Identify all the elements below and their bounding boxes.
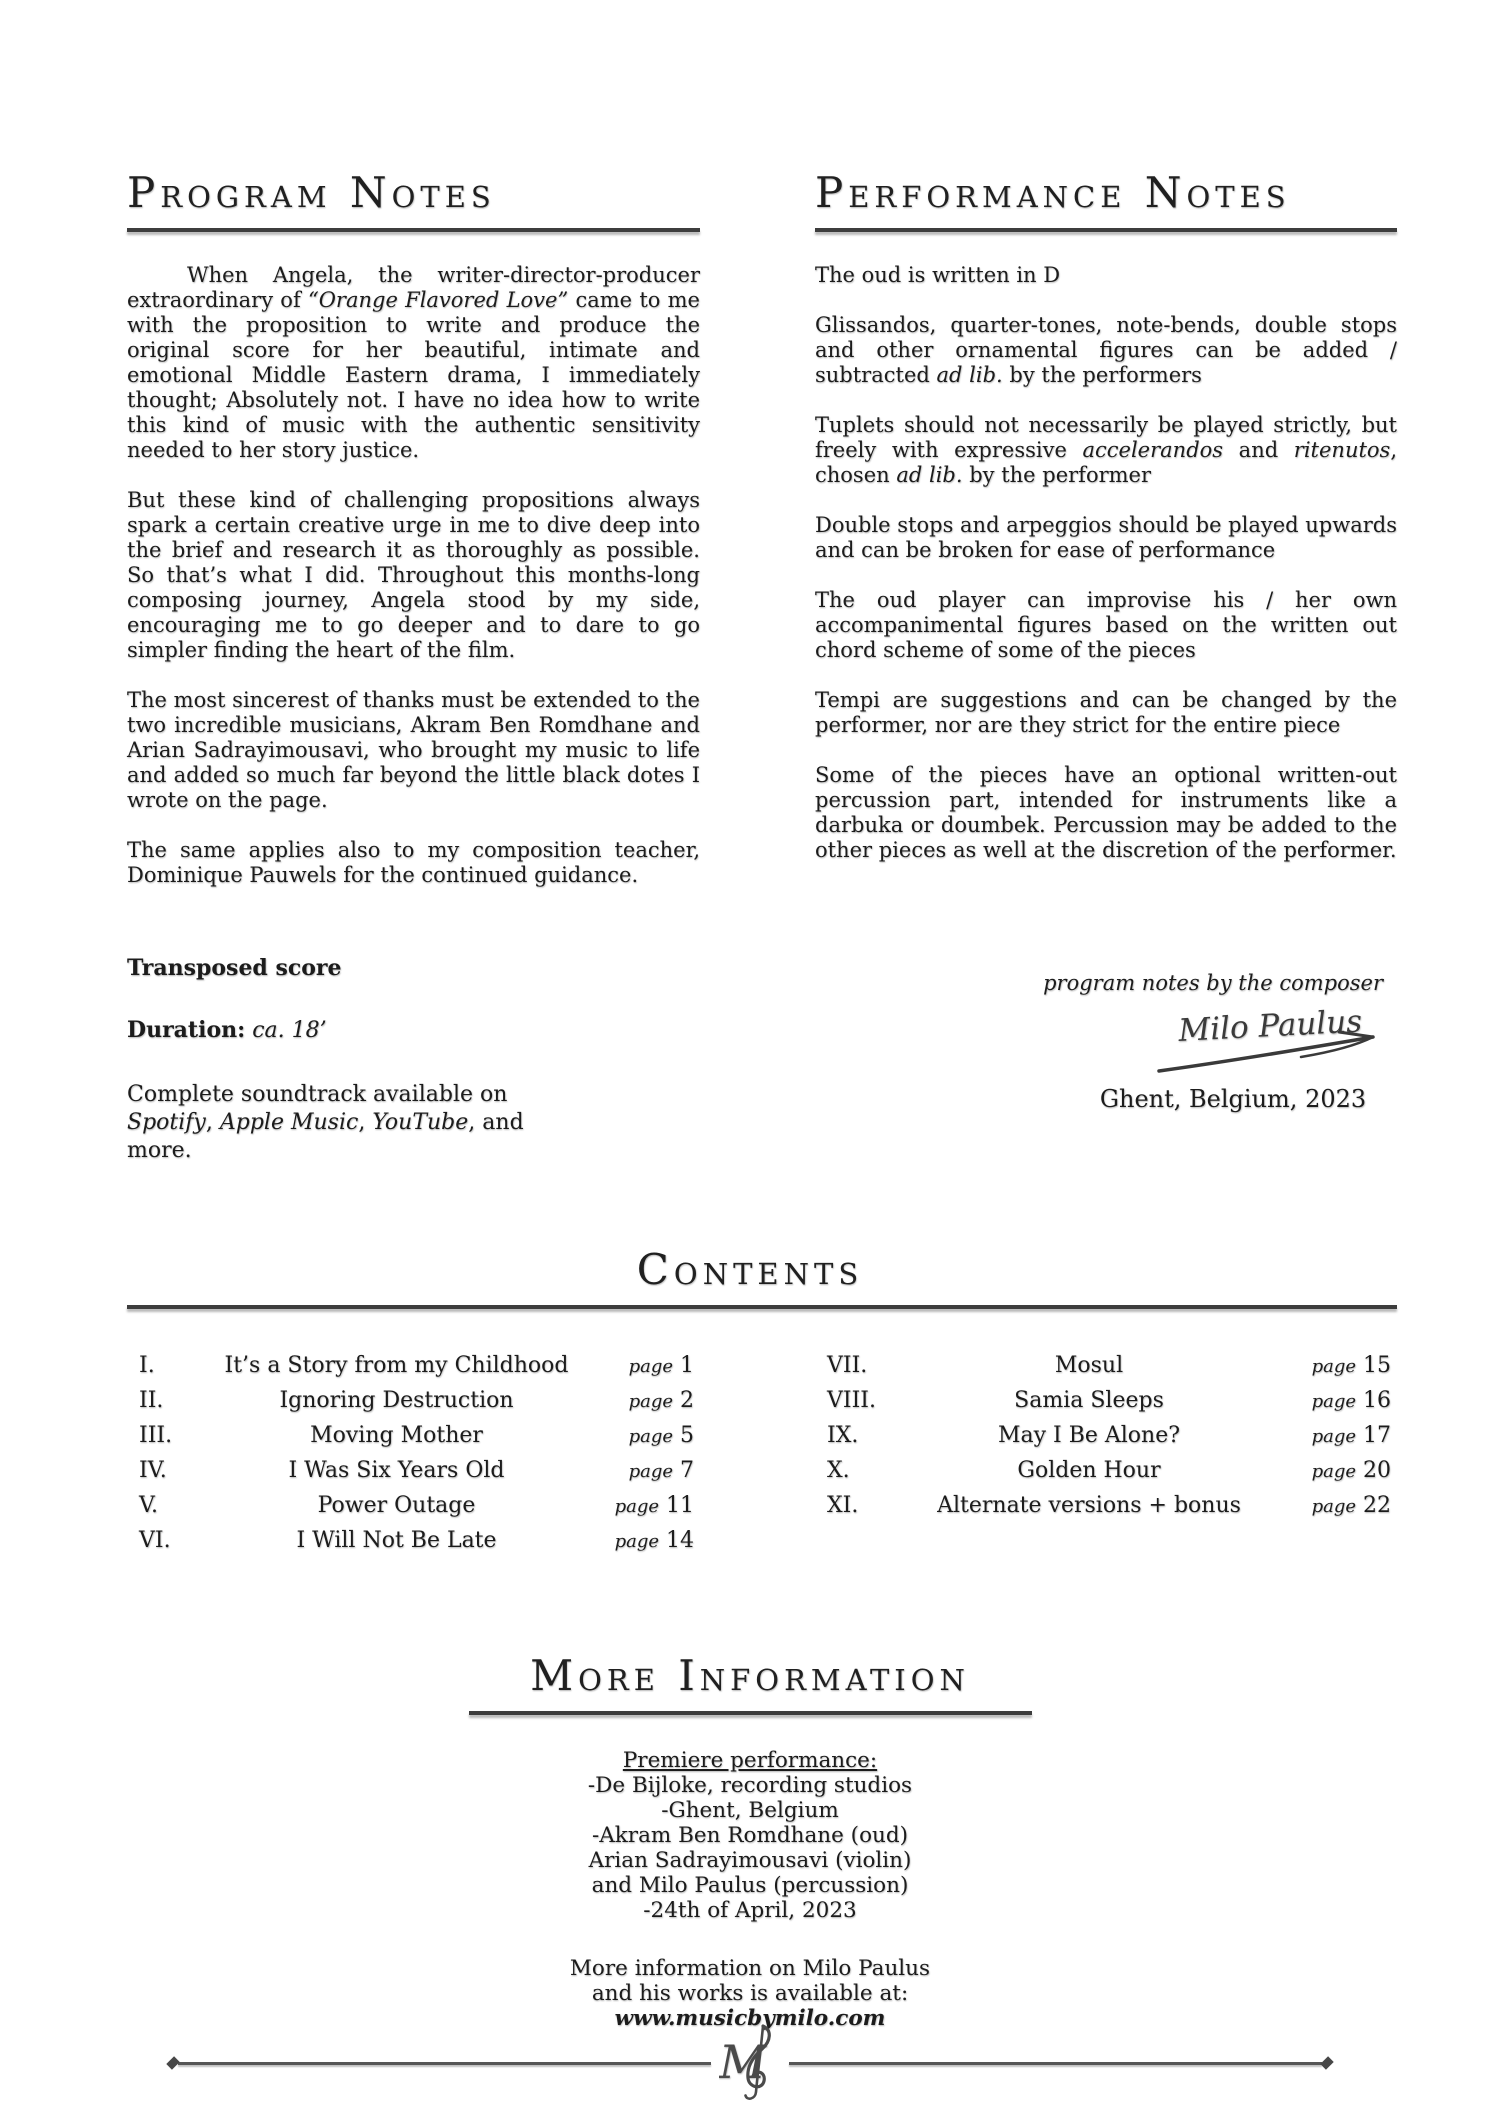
toc-page-word: page bbox=[628, 1356, 673, 1377]
contents-right-column bbox=[815, 1349, 1397, 1559]
performance-notes-paragraph: The oud player can improvise his / her own accompanimental figures based on the written out chord scheme of some of the pieces bbox=[815, 588, 1397, 662]
contents-left-column bbox=[127, 1349, 700, 1559]
toc-piece-title: May I Be Alone? bbox=[997, 1423, 1181, 1448]
svg-text:M: M bbox=[719, 2035, 767, 2089]
toc-page-ref bbox=[1285, 1384, 1397, 1419]
toc-numeral: IX. bbox=[827, 1423, 859, 1448]
toc-page-word: page bbox=[628, 1461, 673, 1482]
toc-numeral: I. bbox=[139, 1353, 155, 1378]
toc-page-word: page bbox=[628, 1391, 673, 1412]
toc-piece-title: Power Outage bbox=[317, 1493, 476, 1518]
performance-notes-paragraph: Tuplets should not necessarily be played strictly, but freely with expressive accelerandos and ritenutos, chosen ad lib. by the performer bbox=[815, 413, 1398, 487]
toc-page-word: page bbox=[1311, 1391, 1356, 1412]
soundtrack-availability: Complete soundtrack available on Spotify, Apple Music, YouTube, and more. bbox=[127, 1082, 524, 1163]
composer-signature-block bbox=[1017, 971, 1397, 1113]
toc-page-word: page bbox=[614, 1531, 659, 1552]
toc-page-ref bbox=[1285, 1349, 1397, 1384]
duration-line bbox=[127, 1017, 700, 1043]
toc-page-ref bbox=[1285, 1454, 1397, 1489]
toc-page-ref bbox=[588, 1384, 700, 1419]
diamond-ornament-icon bbox=[1320, 2056, 1333, 2069]
toc-numeral: VIII. bbox=[827, 1388, 876, 1413]
performance-notes-paragraph: The oud is written in D bbox=[815, 263, 1061, 287]
score-info-row bbox=[0, 955, 1500, 1165]
divider-line bbox=[178, 2062, 711, 2065]
toc-row bbox=[815, 1384, 1397, 1419]
program-notes-title: Program Notes bbox=[127, 168, 496, 217]
contents-section bbox=[0, 1245, 1500, 1559]
toc-row bbox=[127, 1454, 700, 1489]
duration-label: Duration: bbox=[127, 1017, 246, 1043]
toc-numeral: IV. bbox=[139, 1458, 167, 1483]
toc-row bbox=[127, 1349, 700, 1384]
performance-notes-paragraph: Glissandos, quarter-tones, note-bends, double stops and other ornamental figures can be added / subtracted ad lib. by the performers bbox=[815, 313, 1397, 387]
premiere-heading: Premiere performance: bbox=[622, 1748, 878, 1773]
toc-row bbox=[127, 1524, 700, 1559]
more-information-rule bbox=[469, 1711, 1032, 1715]
program-notes-paragraph: When Angela, the writer-director-producer extraordinary of “Orange Flavored Love” came to me with the proposition to write and produce the original score for her beautiful, intimate and emotional Middle Eastern drama, I immediately thought; Absolutely not. I have no idea how to write this kind of music with the authentic sensitivity needed to her story justice. bbox=[127, 263, 700, 462]
premiere-line: -Ghent, Belgium bbox=[661, 1798, 839, 1823]
contents-table bbox=[0, 1349, 1500, 1559]
program-notes-column bbox=[127, 168, 700, 913]
toc-page-number: 17 bbox=[1363, 1423, 1391, 1448]
performance-notes-body bbox=[815, 263, 1397, 863]
score-info-block bbox=[127, 955, 700, 1165]
divider-line bbox=[789, 2062, 1322, 2065]
toc-page-ref bbox=[588, 1524, 700, 1559]
program-notes-body bbox=[127, 263, 700, 888]
toc-page-number: 11 bbox=[666, 1493, 694, 1518]
performance-notes-paragraph: Tempi are suggestions and can be changed by the performer, nor are they strict for the entire piece bbox=[815, 688, 1397, 737]
premiere-performance-block bbox=[0, 1748, 1500, 1923]
program-notes-paragraph: But these kind of challenging propositions always spark a certain creative urge in me to dive deep into the brief and research it as thoroughly as possible. So that’s what I did. Throughout this months-long composing journey, Angela stood by my side, encouraging me to go deeper and to dare to go simpler finding the heart of the film. bbox=[127, 488, 700, 662]
premiere-line: -De Bijloke, recording studios bbox=[587, 1773, 913, 1798]
toc-page-ref bbox=[588, 1454, 700, 1489]
toc-page-word: page bbox=[614, 1496, 659, 1517]
toc-row bbox=[127, 1384, 700, 1419]
availability-line: More information on Milo Paulus bbox=[569, 1956, 931, 1981]
duration-value: ca. 18’ bbox=[252, 1018, 327, 1043]
diamond-ornament-icon bbox=[166, 2056, 179, 2069]
toc-numeral: VII. bbox=[827, 1353, 868, 1378]
toc-piece-title: Samia Sleeps bbox=[1014, 1388, 1164, 1413]
premiere-line: and Milo Paulus (percussion) bbox=[591, 1873, 909, 1898]
toc-numeral: X. bbox=[827, 1458, 850, 1483]
toc-page-number: 14 bbox=[666, 1528, 694, 1553]
toc-numeral: V. bbox=[139, 1493, 159, 1518]
more-information-title: More Information bbox=[530, 1651, 970, 1700]
toc-page-ref bbox=[1285, 1489, 1397, 1524]
toc-page-number: 22 bbox=[1363, 1493, 1391, 1518]
toc-row bbox=[815, 1419, 1397, 1454]
program-notes-paragraph: The same applies also to my composition teacher, Dominique Pauwels for the continued guidance. bbox=[127, 838, 700, 887]
place-date: Ghent, Belgium, 2023 bbox=[1099, 1085, 1367, 1113]
toc-numeral: II. bbox=[139, 1388, 164, 1413]
program-notes-paragraph: The most sincerest of thanks must be extended to the two incredible musicians, Akram Ben Romdhane and Arian Sadrayimousavi, who brought my music to life and added so much far beyond the little black dotes I wrote on the page. bbox=[127, 688, 700, 812]
toc-row bbox=[127, 1419, 700, 1454]
toc-page-word: page bbox=[1311, 1426, 1356, 1447]
toc-page-ref bbox=[588, 1419, 700, 1454]
toc-page-number: 2 bbox=[680, 1388, 694, 1413]
toc-page-ref bbox=[1285, 1419, 1397, 1454]
toc-piece-title: Golden Hour bbox=[1017, 1458, 1161, 1483]
composer-signature-icon bbox=[1153, 999, 1383, 1083]
toc-page-number: 16 bbox=[1363, 1388, 1391, 1413]
availability-line: and his works is available at: bbox=[591, 1981, 909, 2006]
toc-page-ref bbox=[588, 1349, 700, 1384]
toc-page-word: page bbox=[1311, 1461, 1356, 1482]
toc-numeral: XI. bbox=[827, 1493, 859, 1518]
performance-notes-rule bbox=[815, 228, 1397, 232]
toc-piece-title: Mosul bbox=[1054, 1353, 1124, 1378]
toc-piece-title: Moving Mother bbox=[310, 1423, 483, 1448]
website-link[interactable]: www.musicbymilo.com bbox=[614, 2006, 886, 2031]
toc-page-number: 1 bbox=[680, 1353, 694, 1378]
program-notes-rule bbox=[127, 228, 700, 232]
composer-caption: program notes by the composer bbox=[1043, 971, 1383, 995]
toc-numeral: III. bbox=[139, 1423, 173, 1448]
m-treble-clef-monogram-icon bbox=[719, 2020, 781, 2106]
signature-name-text: Milo Paulus bbox=[1177, 1003, 1363, 1049]
toc-numeral: VI. bbox=[139, 1528, 171, 1553]
toc-page-word: page bbox=[628, 1426, 673, 1447]
toc-piece-title: Ignoring Destruction bbox=[279, 1388, 514, 1413]
toc-piece-title: It’s a Story from my Childhood bbox=[224, 1353, 569, 1378]
contents-rule bbox=[127, 1305, 1397, 1309]
contents-title: Contents bbox=[636, 1245, 864, 1294]
premiere-line: -Akram Ben Romdhane (oud) bbox=[591, 1823, 909, 1848]
toc-piece-title: I Was Six Years Old bbox=[288, 1458, 505, 1483]
footer-divider bbox=[168, 2020, 1332, 2106]
toc-page-word: page bbox=[1311, 1356, 1356, 1377]
performance-notes-paragraph: Double stops and arpeggios should be played upwards and can be broken for ease of performance bbox=[815, 513, 1397, 562]
premiere-line: Arian Sadrayimousavi (violin) bbox=[588, 1848, 912, 1873]
performance-notes-paragraph: Some of the pieces have an optional written-out percussion part, intended for instruments like a darbuka or doumbek. Percussion may be added to the other pieces as well at the discretion of the performer. bbox=[815, 763, 1397, 862]
toc-page-number: 5 bbox=[680, 1423, 694, 1448]
toc-page-ref bbox=[588, 1489, 700, 1524]
toc-page-number: 20 bbox=[1363, 1458, 1391, 1483]
toc-piece-title: Alternate versions + bonus bbox=[937, 1493, 1241, 1518]
toc-row bbox=[815, 1489, 1397, 1524]
toc-piece-title: I Will Not Be Late bbox=[296, 1528, 497, 1553]
toc-page-number: 7 bbox=[680, 1458, 694, 1483]
premiere-line: -24th of April, 2023 bbox=[643, 1898, 857, 1923]
toc-row bbox=[127, 1489, 700, 1524]
toc-page-word: page bbox=[1311, 1496, 1356, 1517]
more-information-section bbox=[0, 1651, 1500, 2031]
performance-notes-title: Performance Notes bbox=[815, 168, 1291, 217]
performance-notes-column bbox=[815, 168, 1398, 913]
toc-page-number: 15 bbox=[1363, 1353, 1391, 1378]
toc-row bbox=[815, 1349, 1397, 1384]
transposed-score-label: Transposed score bbox=[127, 955, 342, 981]
toc-row bbox=[815, 1454, 1397, 1489]
notes-columns bbox=[0, 0, 1500, 913]
